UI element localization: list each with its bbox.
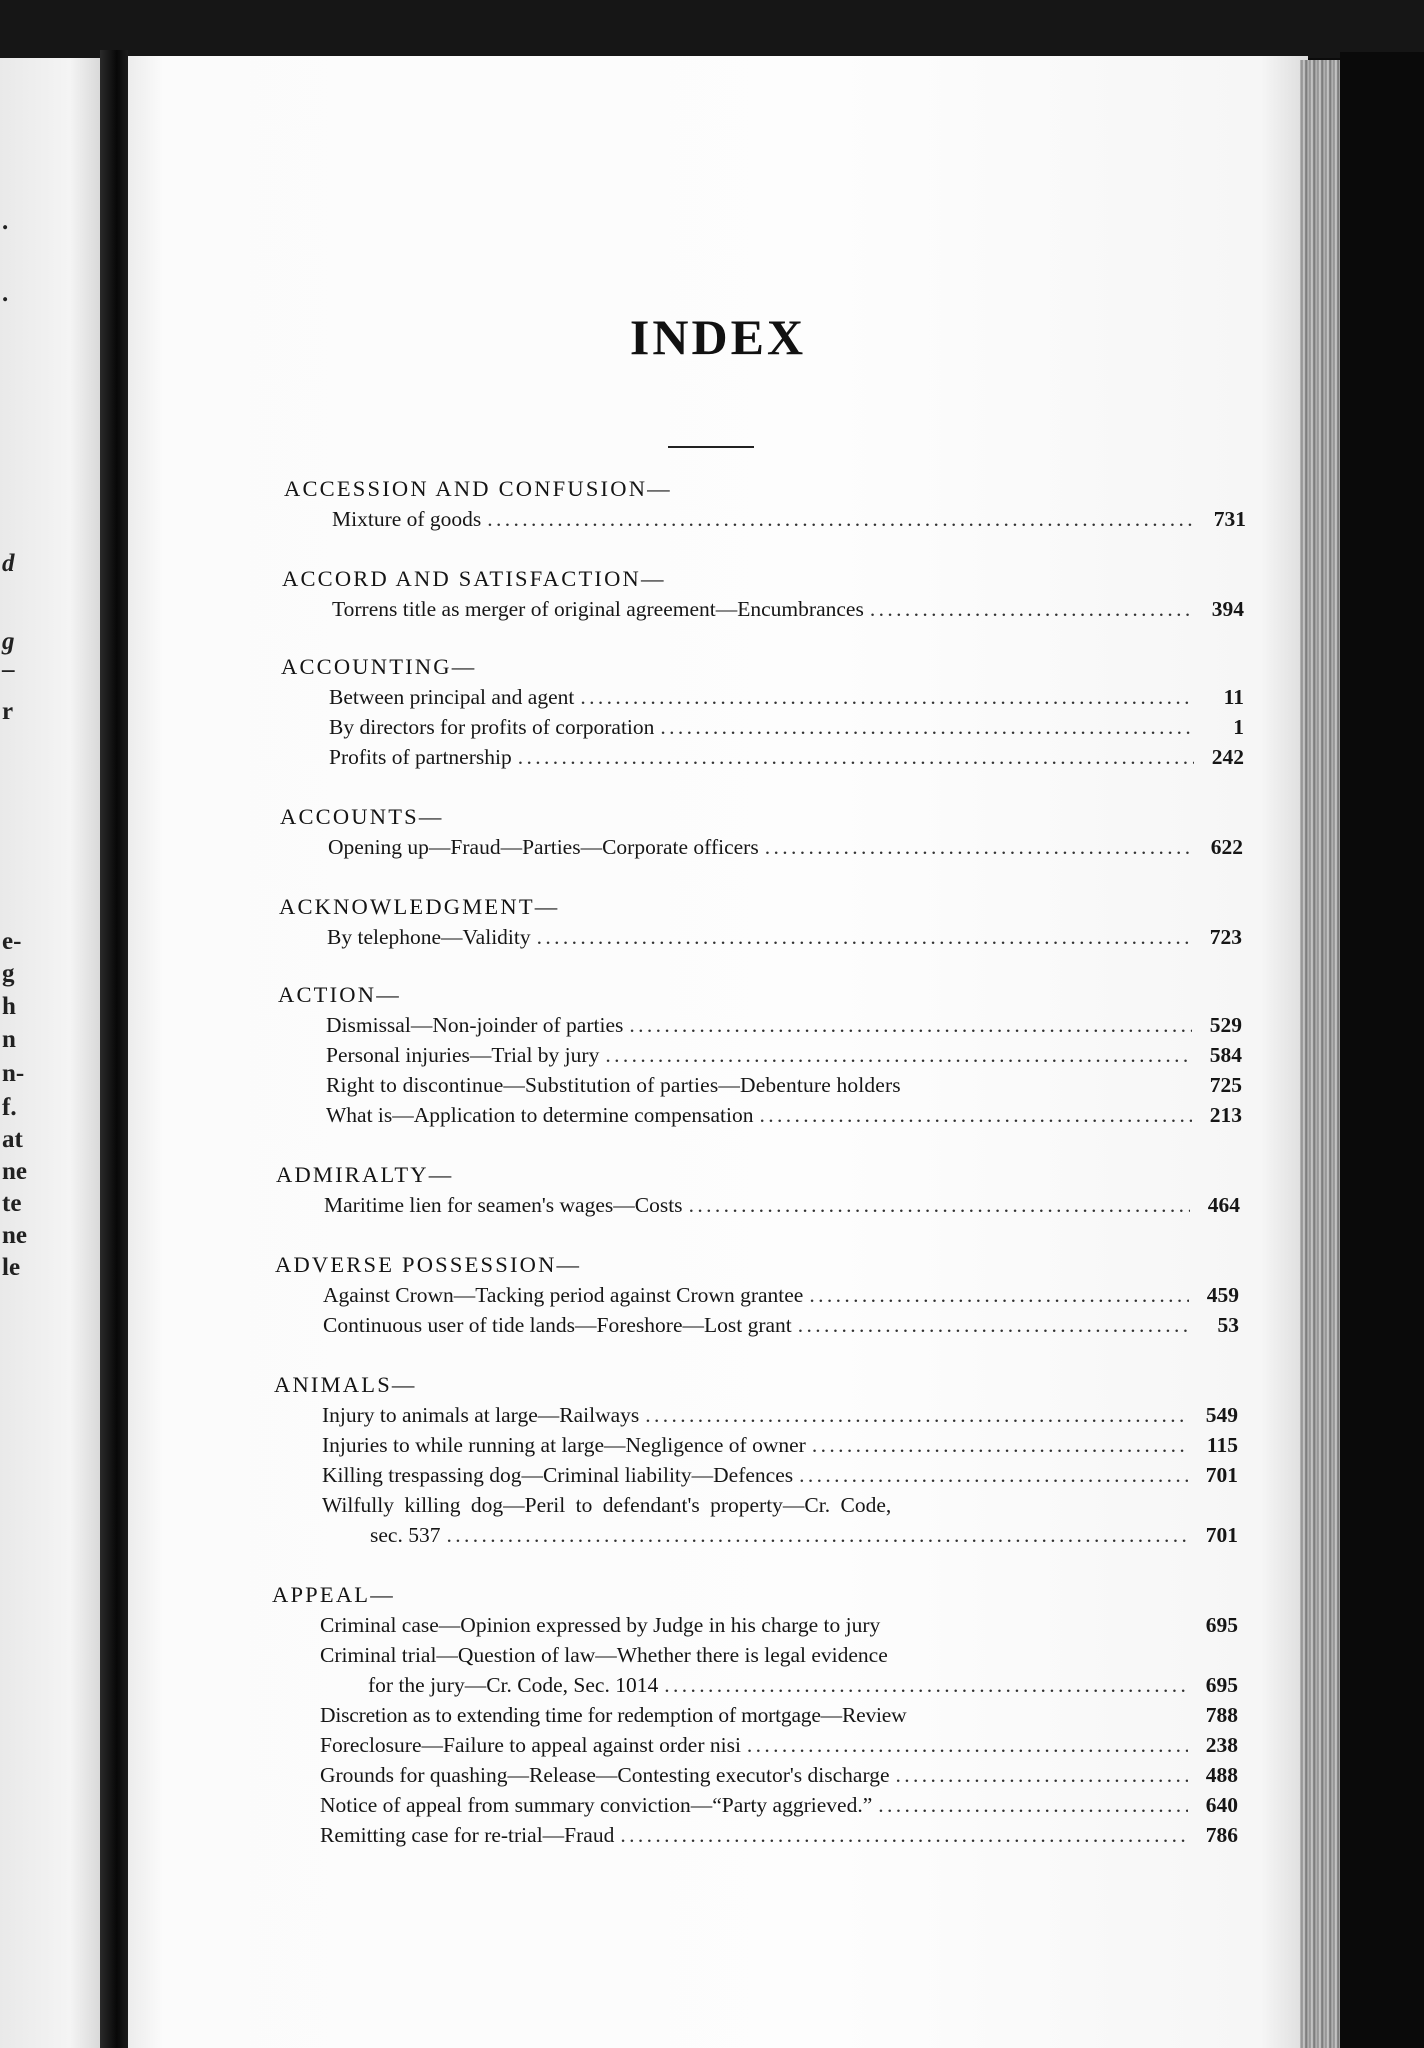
entry-page: 11 [1223,685,1244,709]
left-fragment: . [2,280,9,307]
index-entry [278,1100,1242,1130]
entry-text: Between principal and agent [329,685,575,709]
index-section [279,892,1242,952]
left-page-margin-text [0,58,100,2048]
index-entry [281,712,1244,742]
leader-dots [629,1010,1192,1040]
left-facing-page [0,58,100,2048]
entry-page: 584 [1209,1043,1242,1067]
left-fragment: n- [2,1060,25,1087]
leader-dots [645,1400,1188,1430]
section-heading: ACCOUNTING— [281,654,477,679]
index-entry [272,1670,1238,1700]
index-entry [282,594,1244,624]
entry-page: 725 [1209,1073,1242,1097]
entry-text: Criminal case—Opinion expressed by Judge in his charge to jury [320,1613,881,1637]
section-heading: ADMIRALTY— [276,1162,454,1187]
entry-text: What is—Application to determine compensation [326,1103,754,1127]
index-entry [281,682,1244,712]
left-fragment: n [2,1026,16,1053]
index-section [280,802,1243,862]
leader-dots [689,1190,1190,1220]
page-edge-stack [1300,60,1340,2048]
entry-text: Grounds for quashing—Release—Contesting executor's discharge [320,1763,890,1787]
entry-page: 788 [1205,1703,1238,1727]
entry-page: 701 [1205,1523,1238,1547]
index-entry [275,1310,1239,1340]
entry-text: Foreclosure—Failure to appeal against order nisi [320,1733,741,1757]
index-entry [272,1700,1238,1730]
index-page [128,56,1308,2048]
entry-text: for the jury—Cr. Code, Sec. 1014 [368,1673,659,1697]
index-section [282,564,1244,624]
title-rule [668,446,754,448]
entry-page: 695 [1205,1673,1238,1697]
leader-dots [878,1790,1188,1820]
leader-dots [660,712,1194,742]
leader-dots [446,1520,1188,1550]
entry-text: Dismissal—Non-joinder of parties [326,1013,624,1037]
index-entry [281,742,1244,772]
entry-page: 701 [1205,1463,1238,1487]
entry-page: 459 [1206,1283,1239,1307]
section-heading: APPEAL— [272,1582,395,1607]
index-entry [274,1430,1238,1460]
leader-dots [664,1670,1188,1700]
entry-page: 529 [1209,1013,1242,1037]
entry-text: Wilfully killing dog—Peril to defendant's property—Cr. Code, [322,1493,892,1517]
entry-text: Killing trespassing dog—Criminal liability—Defences [322,1463,794,1487]
section-heading: ACKNOWLEDGMENT— [279,894,560,919]
section-heading: ACCORD AND SATISFACTION— [282,566,666,591]
left-fragment: le [2,1254,21,1281]
entry-page: 786 [1205,1823,1238,1847]
left-fragment: d [2,550,15,577]
index-entry [278,1010,1242,1040]
index-entry [272,1640,1238,1670]
index-section [274,1370,1238,1550]
left-fragment: h [2,993,16,1020]
entry-text: Profits of partnership [329,745,512,769]
entry-text: Notice of appeal from summary conviction—“Party aggrieved.” [320,1793,873,1817]
index-entry [272,1730,1238,1760]
leader-dots [487,504,1196,534]
index-entry [278,1040,1242,1070]
entry-text: sec. 537 [370,1523,441,1547]
left-fragment: – [2,656,15,683]
entry-page: 640 [1205,1793,1238,1817]
entry-page: 394 [1211,597,1244,621]
entry-page: 695 [1205,1613,1238,1637]
index-section [276,1160,1240,1220]
scan-right-background [1340,52,1424,2048]
section-heading: ANIMALS— [274,1372,417,1397]
index-entry [276,1190,1240,1220]
index-entry [274,1460,1238,1490]
index-section [272,1580,1238,1850]
section-heading: ACCESSION AND CONFUSION— [284,476,672,501]
left-fragment: te [2,1190,22,1217]
index-section [284,474,1246,534]
entry-page: 488 [1205,1763,1238,1787]
leader-dots [799,1460,1188,1490]
left-fragment: ne [2,1158,27,1185]
section-heading: ACTION— [278,982,401,1007]
entry-page: 723 [1209,925,1242,949]
leader-dots [580,682,1194,712]
index-entry [272,1790,1238,1820]
entry-text: Torrens title as merger of original agreement—Encumbrances [332,597,864,621]
entry-page: 622 [1210,835,1243,859]
leader-dots [537,922,1192,952]
entry-text: Against Crown—Tacking period against Crown grantee [323,1283,804,1307]
index-entry [274,1400,1238,1430]
leader-dots [765,832,1193,862]
entry-text: Discretion as to extending time for redemption of mortgage—Review [320,1703,907,1727]
section-heading: ACCOUNTS— [280,804,444,829]
index-entry [275,1280,1239,1310]
entry-text: Remitting case for re-trial—Fraud [320,1823,615,1847]
left-fragment: g [2,960,15,987]
entry-page: 464 [1207,1193,1240,1217]
leader-dots [812,1430,1188,1460]
left-fragment: g [2,628,15,655]
entry-text: By telephone—Validity [327,925,531,949]
left-fragment: . [2,208,9,235]
entry-page: 549 [1205,1403,1238,1427]
entry-text: Personal injuries—Trial by jury [326,1043,600,1067]
entry-page: 731 [1213,507,1246,531]
index-entry [284,504,1246,534]
index-entry [274,1490,1238,1520]
entry-text: By directors for profits of corporation [329,715,655,739]
entry-text: Injury to animals at large—Railways [322,1403,640,1427]
entry-text: Continuous user of tide lands—Foreshore—Lost grant [323,1313,792,1337]
index-section [281,652,1244,772]
entry-page: 238 [1205,1733,1238,1757]
index-entry [274,1520,1238,1550]
entry-text: Criminal trial—Question of law—Whether there is legal evidence [320,1643,888,1667]
leader-dots [518,742,1194,772]
index-section [278,980,1242,1130]
index-entry [280,832,1243,862]
leader-dots [896,1760,1188,1790]
entry-page: 53 [1217,1313,1239,1337]
left-fragment: r [2,698,14,725]
leader-dots [798,1310,1189,1340]
index-section [275,1250,1239,1340]
index-entry [272,1760,1238,1790]
entry-page: 115 [1206,1433,1238,1457]
page-title: INDEX [629,309,807,365]
left-fragment: f. [2,1094,17,1121]
entry-page: 213 [1209,1103,1242,1127]
entry-text: Right to discontinue—Substitution of parties—Debenture holders [326,1073,901,1097]
left-fragment: at [2,1126,23,1153]
entry-text: Mixture of goods [332,507,482,531]
left-fragment: e- [2,928,22,955]
leader-dots [605,1040,1192,1070]
book-gutter [100,50,128,2048]
entry-text: Injuries to while running at large—Negligence of owner [322,1433,806,1457]
entry-page: 1 [1233,715,1244,739]
section-heading: ADVERSE POSSESSION— [275,1252,582,1277]
index-entry [272,1820,1238,1850]
entry-text: Maritime lien for seamen's wages—Costs [324,1193,683,1217]
leader-dots [870,594,1194,624]
index-entry [279,922,1242,952]
scan-top-band [0,0,1424,58]
entry-page: 242 [1211,745,1244,769]
entry-text: Opening up—Fraud—Parties—Corporate officers [328,835,759,859]
leader-dots [620,1820,1188,1850]
left-fragment: ne [2,1222,27,1249]
leader-dots [809,1280,1189,1310]
index-entry [272,1610,1238,1640]
leader-dots [747,1730,1188,1760]
leader-dots [760,1100,1192,1130]
index-entry [278,1070,1242,1100]
